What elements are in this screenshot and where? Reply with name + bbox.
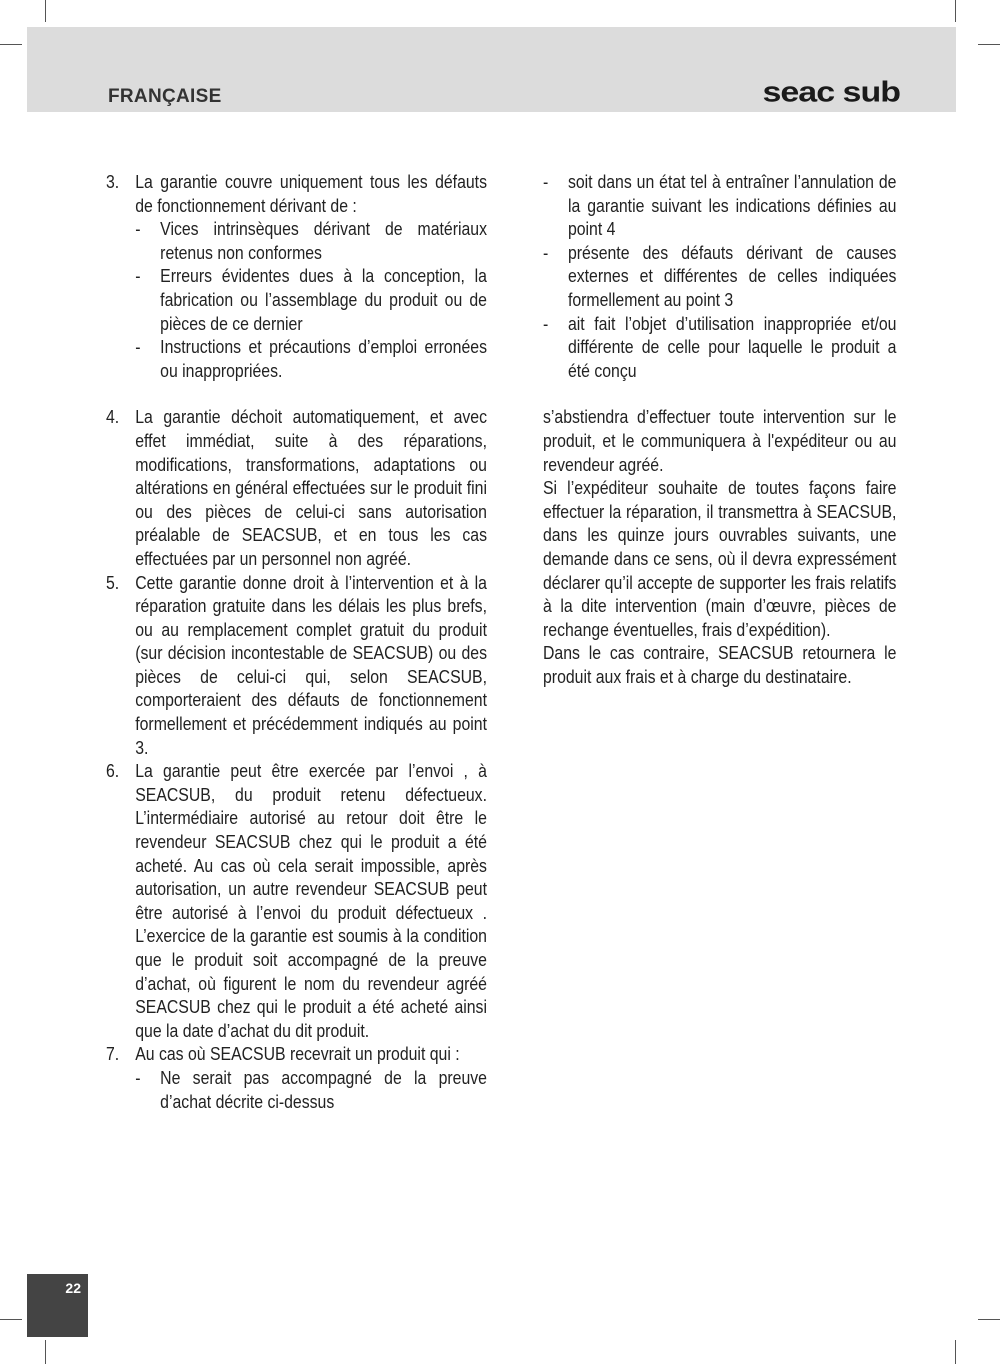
page-number-box: [27, 1274, 88, 1337]
sub-item: [135, 1066, 487, 1113]
item-text: La garantie déchoit automatiquement, et avec effet immédiat, suite à des réparations, modifications, transformations, adaptations ou altérations en général effectuées sur le produit fini ou des pièces de celui-ci sans autorisation préalable de SEACSUB, et en tous les cas effectuées par un personnel non agréé.: [135, 406, 487, 569]
sub-item-text: Instructions et précautions d’emploi erronées ou inappropriées.: [160, 336, 487, 381]
sub-item-text: Erreurs évidentes dues à la conception, la fabrication ou l’assemblage du produit ou de pièces de ce dernier: [160, 265, 487, 334]
brand-logo: seac sub: [762, 75, 900, 109]
sub-item: [543, 241, 896, 312]
list-item: [106, 759, 487, 1042]
item-text: La garantie couvre uniquement tous les défauts de fonctionnement dérivant de :: [135, 171, 487, 216]
dash-bullet: -: [135, 218, 141, 240]
sub-item-text: ait fait l’objet d’utilisation inappropriée et/ou différente de celle pour laquelle le produit a été conçu: [567, 312, 897, 381]
crop-mark: [955, 0, 956, 22]
dash-bullet: -: [135, 336, 141, 358]
dash-bullet: -: [543, 241, 549, 263]
section-title: FRANÇAISE: [108, 86, 222, 107]
item-number: 4.: [106, 406, 120, 428]
sub-item: [543, 170, 896, 241]
sub-item-text: soit dans un état tel à entraîner l’annulation de la garantie suivant les indications définies au point 4: [567, 171, 897, 240]
crop-mark: [45, 0, 46, 22]
item-number: 6.: [106, 760, 120, 782]
crop-mark: [955, 1340, 956, 1364]
dash-bullet: -: [543, 171, 549, 192]
list-item: [106, 405, 487, 570]
item-text: Au cas où SEACSUB recevrait un produit qui :: [135, 1043, 460, 1065]
sub-item-text: présente des défauts dérivant de causes externes et différentes de celles indiquées formellement au point 3: [567, 241, 897, 310]
dash-bullet: -: [135, 265, 141, 287]
sub-item: [135, 217, 487, 264]
paragraph: Si l’expéditeur souhaite de toutes façons faire effectuer la réparation, il transmettra à SEACSUB, dans les quinze jours ouvrables suivants, une demande dans ce sens, où il devra expressément déclarer qu’il accepte de supporter les frais relatifs à la dite intervention (main d’œuvre, pièces de rechange éventuelles, frais d’expédition).: [543, 477, 897, 640]
crop-mark: [978, 44, 1000, 45]
paragraph: s’abstiendra d’effectuer toute intervention sur le produit, et le communiquera à l'expéditeur ou au revendeur agréé.: [543, 406, 897, 475]
right-column: [543, 170, 896, 688]
crop-mark: [45, 1340, 46, 1364]
left-column: [106, 170, 487, 1113]
item-text: La garantie peut être exercée par l’envoi , à SEACSUB, du produit retenu défectueux. L’intermédiaire autorisé au retour doit être le revendeur SEACSUB chez qui le produit a été acheté. Au cas où cela serait impossible, après autorisation, un autre revendeur SEACSUB peut être autorisé à l’envoi du produit défectueux . L’exercice de la garantie est soumis à la condition que le produit soit accompagné de la preuve d’achat, où figurent le nom du revendeur agréé SEACSUB chez qui le produit a été acheté ainsi que la date d’achat du dit produit.: [135, 760, 487, 1041]
item-number: 7.: [106, 1043, 120, 1065]
crop-mark: [978, 1319, 1000, 1320]
item-number: 3.: [106, 171, 120, 192]
item-text: Cette garantie donne droit à l’intervention et à la réparation gratuite dans les délais les plus brefs, ou au remplacement complet gratuit du produit (sur décision incontestable de SEACSUB) ou des pièces de celui-ci qui, selon SEACSUB, comporteraient des défauts de fonctionnement formellement et précédemment indiqués au point 3.: [135, 571, 487, 758]
list-item: [106, 170, 487, 382]
list-item: [106, 571, 487, 760]
dash-bullet: -: [135, 1066, 141, 1088]
paragraph: Dans le cas contraire, SEACSUB retournera le produit aux frais et à charge du destinataire.: [543, 642, 897, 687]
sub-item: [543, 312, 896, 383]
crop-mark: [0, 44, 22, 45]
sub-item: [135, 335, 487, 382]
crop-mark: [0, 1319, 22, 1320]
sub-item-text: Vices intrinsèques dérivant de matériaux retenus non conformes: [160, 218, 487, 263]
dash-bullet: -: [543, 312, 549, 334]
sub-item-text: Ne serait pas accompagné de la preuve d’achat décrite ci-dessus: [160, 1066, 487, 1112]
page-number: 22: [65, 1280, 81, 1296]
item-number: 5.: [106, 571, 120, 593]
list-item: [106, 1042, 487, 1113]
sub-item: [135, 264, 487, 335]
